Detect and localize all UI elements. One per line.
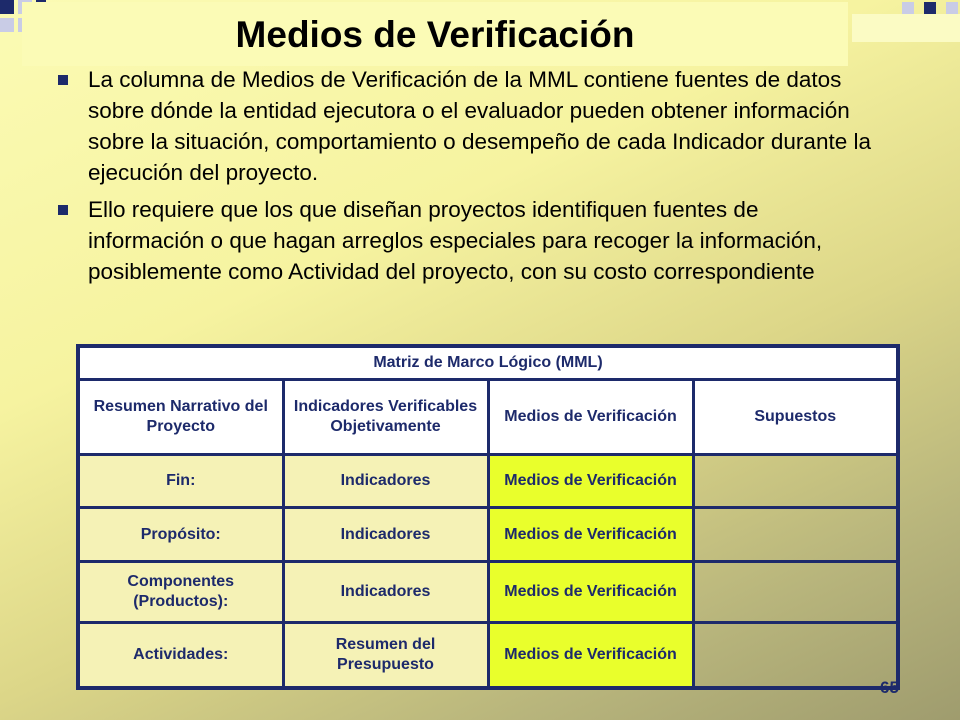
row-label-fin: Fin: (78, 455, 283, 508)
indicator-cell: Indicadores (283, 561, 488, 622)
table-header-row (78, 380, 898, 455)
assumptions-cell (693, 508, 898, 561)
mml-matrix-table (76, 344, 900, 690)
header-narrative-summary: Resumen Narrativo del Proyecto (78, 380, 283, 455)
row-label-proposito: Propósito: (78, 508, 283, 561)
bullet-item (56, 194, 876, 287)
header-indicators: Indicadores Verificables Objetivamente (283, 380, 488, 455)
corner-square-decoration (924, 2, 936, 14)
square-bullet-icon (58, 205, 68, 215)
row-label-componentes: Componentes (Productos): (78, 561, 283, 622)
bullet-item (56, 64, 876, 188)
assumptions-cell (693, 561, 898, 622)
bullet-text: La columna de Medios de Verificación de la MML contiene fuentes de datos sobre dónde la entidad ejecutora o el evaluador pueden obtener información sobre la situación, comportamiento o desempeño de cada Indicador durante la ejecución del proyecto. (88, 67, 871, 185)
assumptions-cell (693, 455, 898, 508)
corner-square-decoration (946, 2, 958, 14)
slide-title: Medios de Verificación (235, 14, 635, 55)
corner-square-decoration (0, 0, 14, 14)
bullet-text: Ello requiere que los que diseñan proyectos identifiquen fuentes de información o que hagan arreglos especiales para recoger la información, posiblemente como Actividad del proyecto, con su costo correspondiente (88, 197, 823, 284)
table-row (78, 508, 898, 561)
square-bullet-icon (58, 75, 68, 85)
table-row (78, 455, 898, 508)
means-cell: Medios de Verificación (488, 508, 693, 561)
means-cell: Medios de Verificación (488, 561, 693, 622)
indicator-cell: Indicadores (283, 508, 488, 561)
indicator-cell: Resumen del Presupuesto (283, 622, 488, 688)
row-label-actividades: Actividades: (78, 622, 283, 688)
header-means-of-verification: Medios de Verificación (488, 380, 693, 455)
header-assumptions: Supuestos (693, 380, 898, 455)
table-row (78, 561, 898, 622)
assumptions-cell (693, 622, 898, 688)
table-row (78, 622, 898, 688)
table-caption: Matriz de Marco Lógico (MML) (78, 346, 898, 380)
indicator-cell: Indicadores (283, 455, 488, 508)
bullet-list (56, 64, 876, 293)
page-number: 65 (880, 678, 899, 697)
corner-square-decoration (902, 2, 914, 14)
means-cell: Medios de Verificación (488, 622, 693, 688)
means-cell: Medios de Verificación (488, 455, 693, 508)
